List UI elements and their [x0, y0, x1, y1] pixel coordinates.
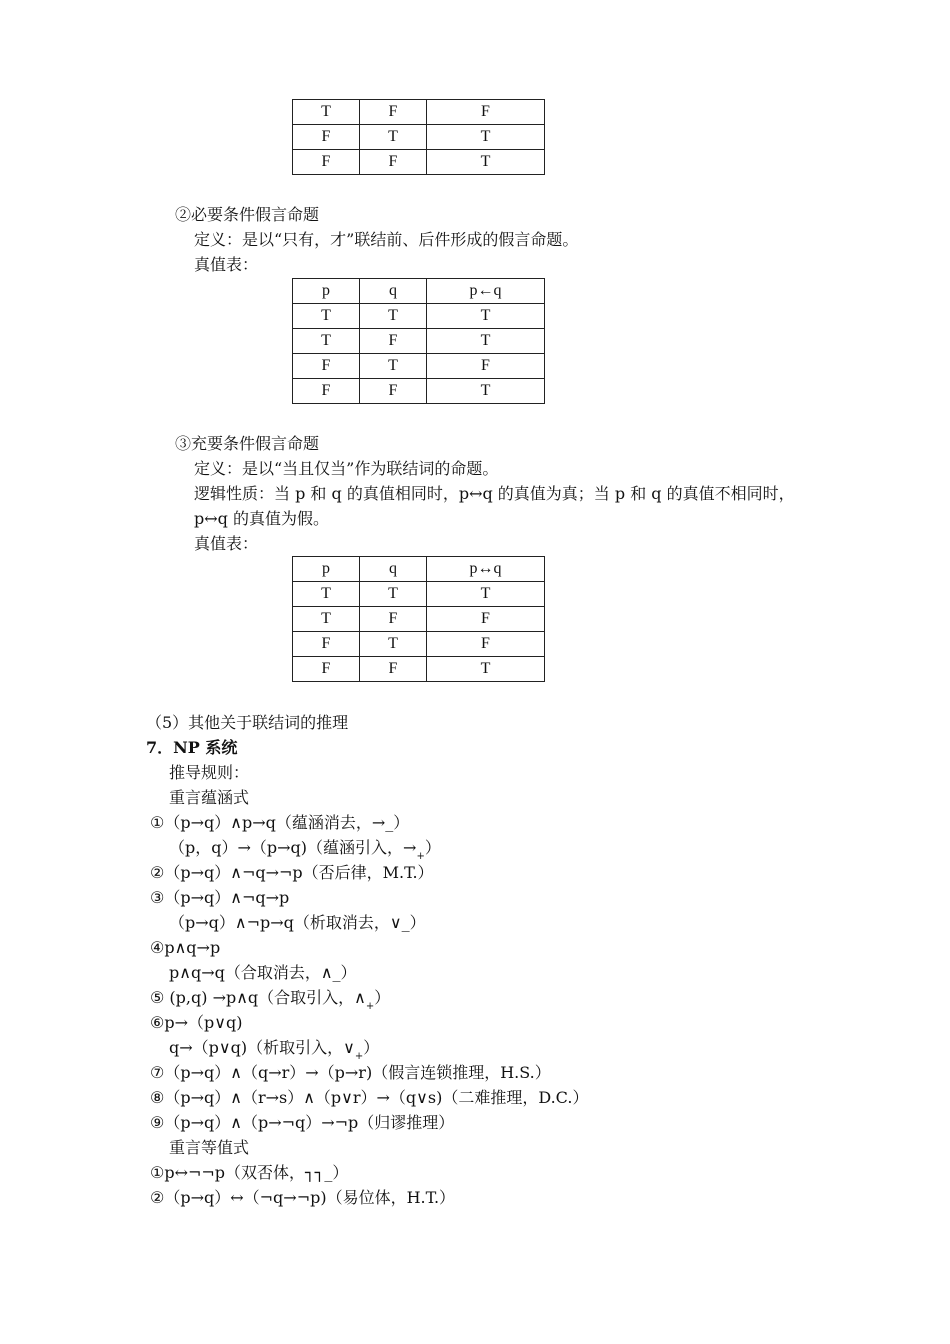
section-title-biconditional: ③充要条件假言命题	[175, 434, 320, 453]
section-heading-text: NP 系统	[173, 738, 238, 757]
table-row: F T T	[293, 125, 545, 150]
table-row: T T T	[293, 582, 545, 607]
truth-table-label: 真值表：	[194, 534, 259, 553]
definition-biconditional: 定义：是以“当且仅当”作为联结词的命题。	[194, 459, 499, 478]
section-heading-np-system	[146, 737, 237, 759]
section-title-other-inferences: （5）其他关于联结词的推理	[146, 713, 349, 732]
equivalence-line: ①p↔¬¬p（双否体，┐┐_）	[150, 1163, 349, 1182]
rule-line: ③（p→q）∧¬q→p	[150, 888, 290, 907]
rule-line: ⑥p→（p∨q)	[150, 1013, 243, 1032]
rule-text: ）	[363, 1038, 380, 1057]
logic-property-line-2: p↔q 的真值为假。	[194, 509, 329, 528]
rule-line: ⑦（p→q）∧（q→r）→（p→r)（假言连锁推理，H.S.）	[150, 1063, 551, 1082]
table-row: F F T	[293, 379, 545, 404]
rule-line: p∧q→q（合取消去，∧_）	[169, 963, 357, 982]
truth-table-biconditional	[292, 556, 545, 682]
table-row: T T T	[293, 304, 545, 329]
rule-line: ①（p→q）∧p→q（蕴涵消去，→_）	[150, 813, 410, 832]
table-row: T F T	[293, 329, 545, 354]
rule-subscript: +	[354, 1051, 364, 1062]
equivalence-line: ②（p→q）↔（¬q→¬p)（易位体，H.T.）	[150, 1188, 456, 1207]
equivalence-label: 重言等值式	[169, 1138, 250, 1157]
table-row: F T F	[293, 632, 545, 657]
table-row: F F T	[293, 150, 545, 175]
rule-line: ⑨（p→q）∧（p→¬q）→¬p（归谬推理）	[150, 1113, 455, 1132]
rule-line	[150, 987, 390, 1012]
rule-subscript: +	[365, 1001, 375, 1012]
section-title-necessary-condition: ②必要条件假言命题	[175, 205, 320, 224]
table-header-row: p q p↔q	[293, 557, 545, 582]
truth-table-label: 真值表：	[194, 255, 259, 274]
rule-line	[169, 1037, 379, 1062]
rule-subscript: +	[416, 851, 425, 862]
table-row: F F T	[293, 657, 545, 682]
rule-text: ）	[374, 988, 391, 1007]
logic-property-line-1: 逻辑性质：当 p 和 q 的真值相同时，p↔q 的真值为真；当 p 和 q 的真值不相同时，	[194, 484, 795, 503]
rules-label: 推导规则：	[169, 763, 250, 782]
table-row: F T F	[293, 354, 545, 379]
table-row: T F F	[293, 607, 545, 632]
table-header-row: p q p←q	[293, 279, 545, 304]
rule-line	[169, 837, 441, 862]
rule-text: （p，q）→（p→q)（蕴涵引入，→	[169, 838, 417, 857]
rule-line: ⑧（p→q）∧（r→s）∧（p∨r）→（q∨s)（二难推理，D.C.）	[150, 1088, 589, 1107]
rule-text: ⑤ (p,q) →p∧q（合取引入，∧	[150, 988, 366, 1007]
rule-line: （p→q）∧¬p→q（析取消去，∨_）	[169, 913, 426, 932]
table-row: T F F	[293, 100, 545, 125]
rule-text: q→（p∨q)（析取引入，∨	[169, 1038, 355, 1057]
rule-line: ②（p→q）∧¬q→¬p（否后律，M.T.）	[150, 863, 434, 882]
rule-text: ）	[424, 838, 441, 857]
truth-table-necessary-condition	[292, 278, 545, 404]
rule-line: ④p∧q→p	[150, 938, 221, 957]
truth-table-top	[292, 99, 545, 175]
definition-necessary-condition: 定义：是以“只有，才”联结前、后件形成的假言命题。	[194, 230, 579, 249]
tautology-label: 重言蕴涵式	[169, 788, 250, 807]
section-number: 7．	[146, 738, 174, 757]
